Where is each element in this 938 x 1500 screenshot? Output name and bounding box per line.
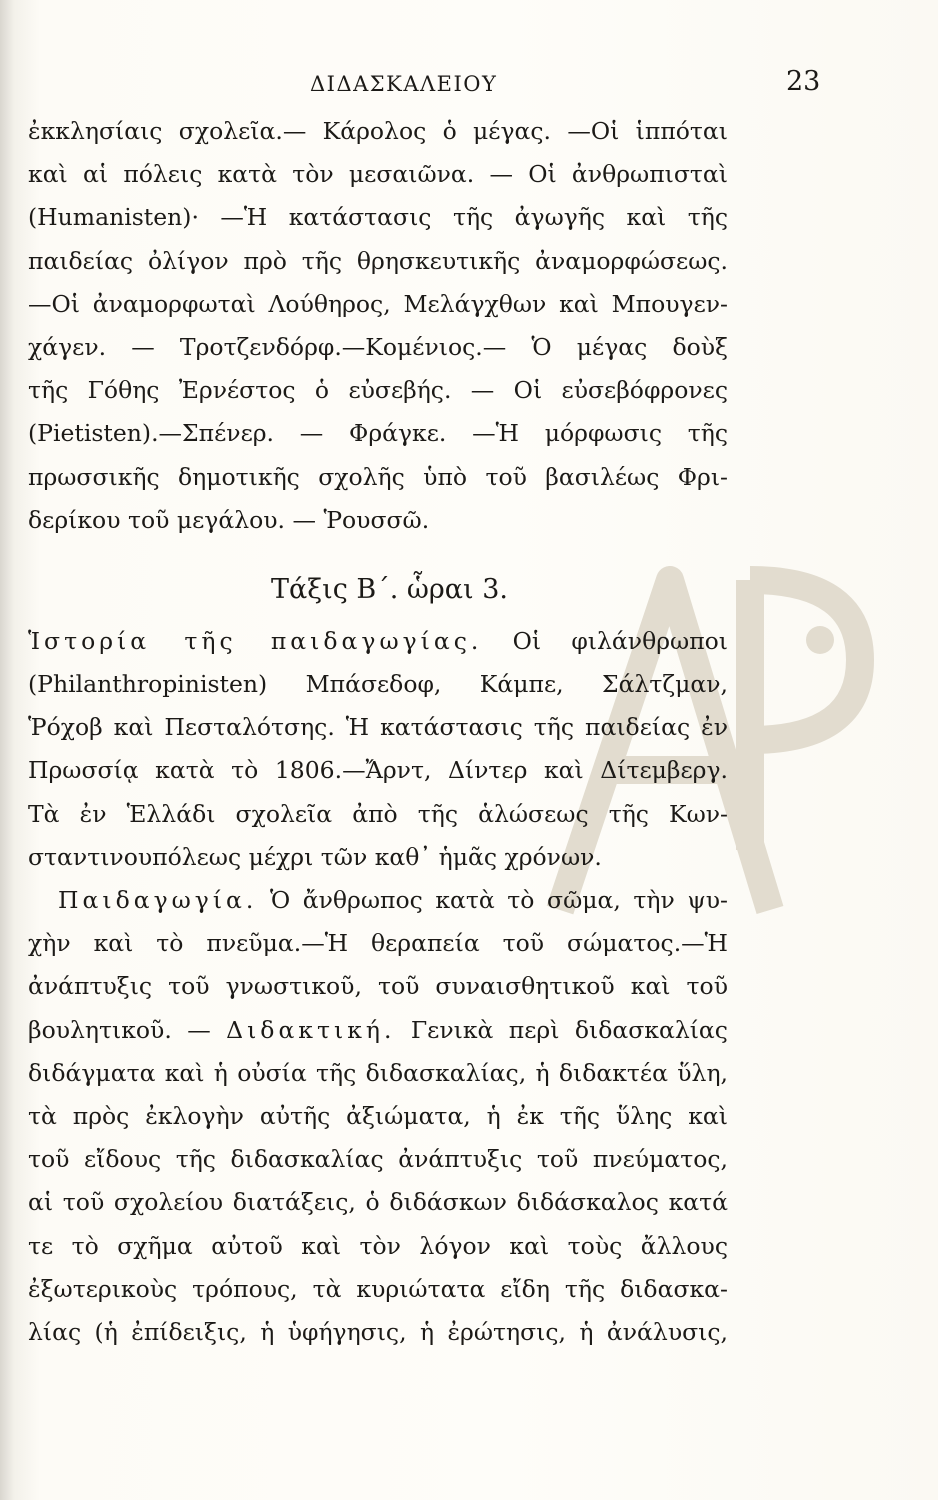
- text-line: σταντινουπόλεως μέχρι τῶν καθ᾽ ἡμᾶς χρόνων.: [28, 842, 602, 871]
- text-line: ἐξωτερικοὺς τρόπους, τὰ κυριώτατα εἴδη τῆς διδασκα-: [28, 1274, 728, 1303]
- text-fragment: βουλητικοῦ. —: [28, 1015, 211, 1044]
- text-line: (Humanisten)· —Ἡ κατάστασις τῆς ἀγωγῆς καὶ τῆς: [28, 203, 728, 232]
- text-line: [28, 1009, 728, 1052]
- text-line: ἐκκλησίαις σχολεῖα.— Κάρολος ὁ μέγας. —Οἱ ἱππόται: [28, 117, 728, 145]
- text-line: ἀνάπτυξις τοῦ γνωστικοῦ, τοῦ συναισθητικοῦ καὶ τοῦ: [28, 972, 728, 1001]
- page-number: 23: [786, 66, 821, 97]
- text-fragment: Ὁ ἄνθρωπος κατὰ τὸ σῶμα, τὴν ψυ-: [269, 886, 728, 914]
- text-line: χὴν καὶ τὸ πνεῦμα.—Ἡ θεραπεία τοῦ σώματος.—Ἡ: [28, 929, 728, 958]
- text-fragment: Γενικὰ περὶ διδασκαλίας: [410, 1015, 728, 1044]
- text-line: Ῥόχοβ καὶ Πεσταλότσης. Ἡ κατάστασις τῆς παιδείας ἐν: [28, 713, 728, 742]
- page-header: [0, 62, 938, 102]
- text-line: λίας (ἡ ἐπίδειξις, ἡ ὑφήγησις, ἡ ἐρώτησις, ἡ ἀνάλυσις,: [28, 1317, 728, 1346]
- subject-title: Διδακτική.: [226, 1015, 396, 1044]
- text-line: καὶ αἱ πόλεις κατὰ τὸν μεσαιῶνα. — Οἱ ἀνθρωπισταὶ: [28, 160, 728, 189]
- text-line: Πρωσσίᾳ κατὰ τὸ 1806.—Ἄρντ, Δίντερ καὶ Δίτεμβεργ.: [28, 756, 728, 785]
- text-line: δερίκου τοῦ μεγάλου. — Ῥουσσῶ.: [28, 505, 430, 534]
- text-line: τοῦ εἴδους τῆς διδασκαλίας ἀνάπτυξις τοῦ πνεύματος,: [28, 1145, 728, 1174]
- section-heading: Τάξις Β΄. ὧραι 3.: [271, 573, 508, 605]
- text-line: αἱ τοῦ σχολείου διατάξεις, ὁ διδάσκων διδάσκαλος κατά: [28, 1188, 728, 1217]
- text-line: (Pietisten).—Σπένερ. — Φράγκε. —Ἡ μόρφωσις τῆς: [28, 419, 728, 448]
- text-line: Τὰ ἐν Ἑλλάδι σχολεῖα ἀπὸ τῆς ἁλώσεως τῆς Κων-: [28, 799, 728, 828]
- subject-title: Παιδαγωγία.: [58, 886, 258, 914]
- running-head: ΔΙΔΑΣΚΑΛΕΙΟΥ: [310, 72, 498, 96]
- text-line: χάγεν. — Τροτζενδόρφ.—Κομένιος.— Ὁ μέγας δοὺξ: [28, 332, 728, 361]
- body-text: [28, 110, 728, 1354]
- text-line: διδάγματα καὶ ἡ οὐσία τῆς διδασκαλίας, ἡ διδακτέα ὕλη,: [28, 1058, 728, 1087]
- subject-title: Ἱστορία τῆς παιδαγωγίας.: [28, 626, 483, 655]
- text-line: τε τὸ σχῆμα αὐτοῦ καὶ τὸν λόγον καὶ τοὺς ἄλλους: [28, 1231, 728, 1260]
- text-line: παιδείας ὀλίγον πρὸ τῆς θρησκευτικῆς ἀναμορφώσεως.: [28, 246, 728, 275]
- text-fragment: Οἱ φιλάνθρωποι: [512, 626, 728, 655]
- text-line: τῆς Γόθης Ἐρνέστος ὁ εὐσεβής. — Οἱ εὐσεβόφρονες: [28, 376, 728, 405]
- text-line: τὰ πρὸς ἐκλογὴν αὐτῆς ἀξιώματα, ἡ ἐκ τῆς ὕλης καὶ: [28, 1101, 728, 1130]
- text-line: [28, 620, 728, 663]
- text-line: —Οἱ ἀναμορφωταὶ Λούθηρος, Μελάγχθων καὶ Μπουγεν-: [28, 289, 728, 318]
- text-line: (Philanthropinisten) Μπάσεδοφ, Κάμπε, Σάλτζμαν,: [28, 670, 728, 699]
- text-line: πρωσσικῆς δημοτικῆς σχολῆς ὑπὸ τοῦ βασιλέως Φρι-: [28, 462, 728, 491]
- text-line: [28, 879, 728, 922]
